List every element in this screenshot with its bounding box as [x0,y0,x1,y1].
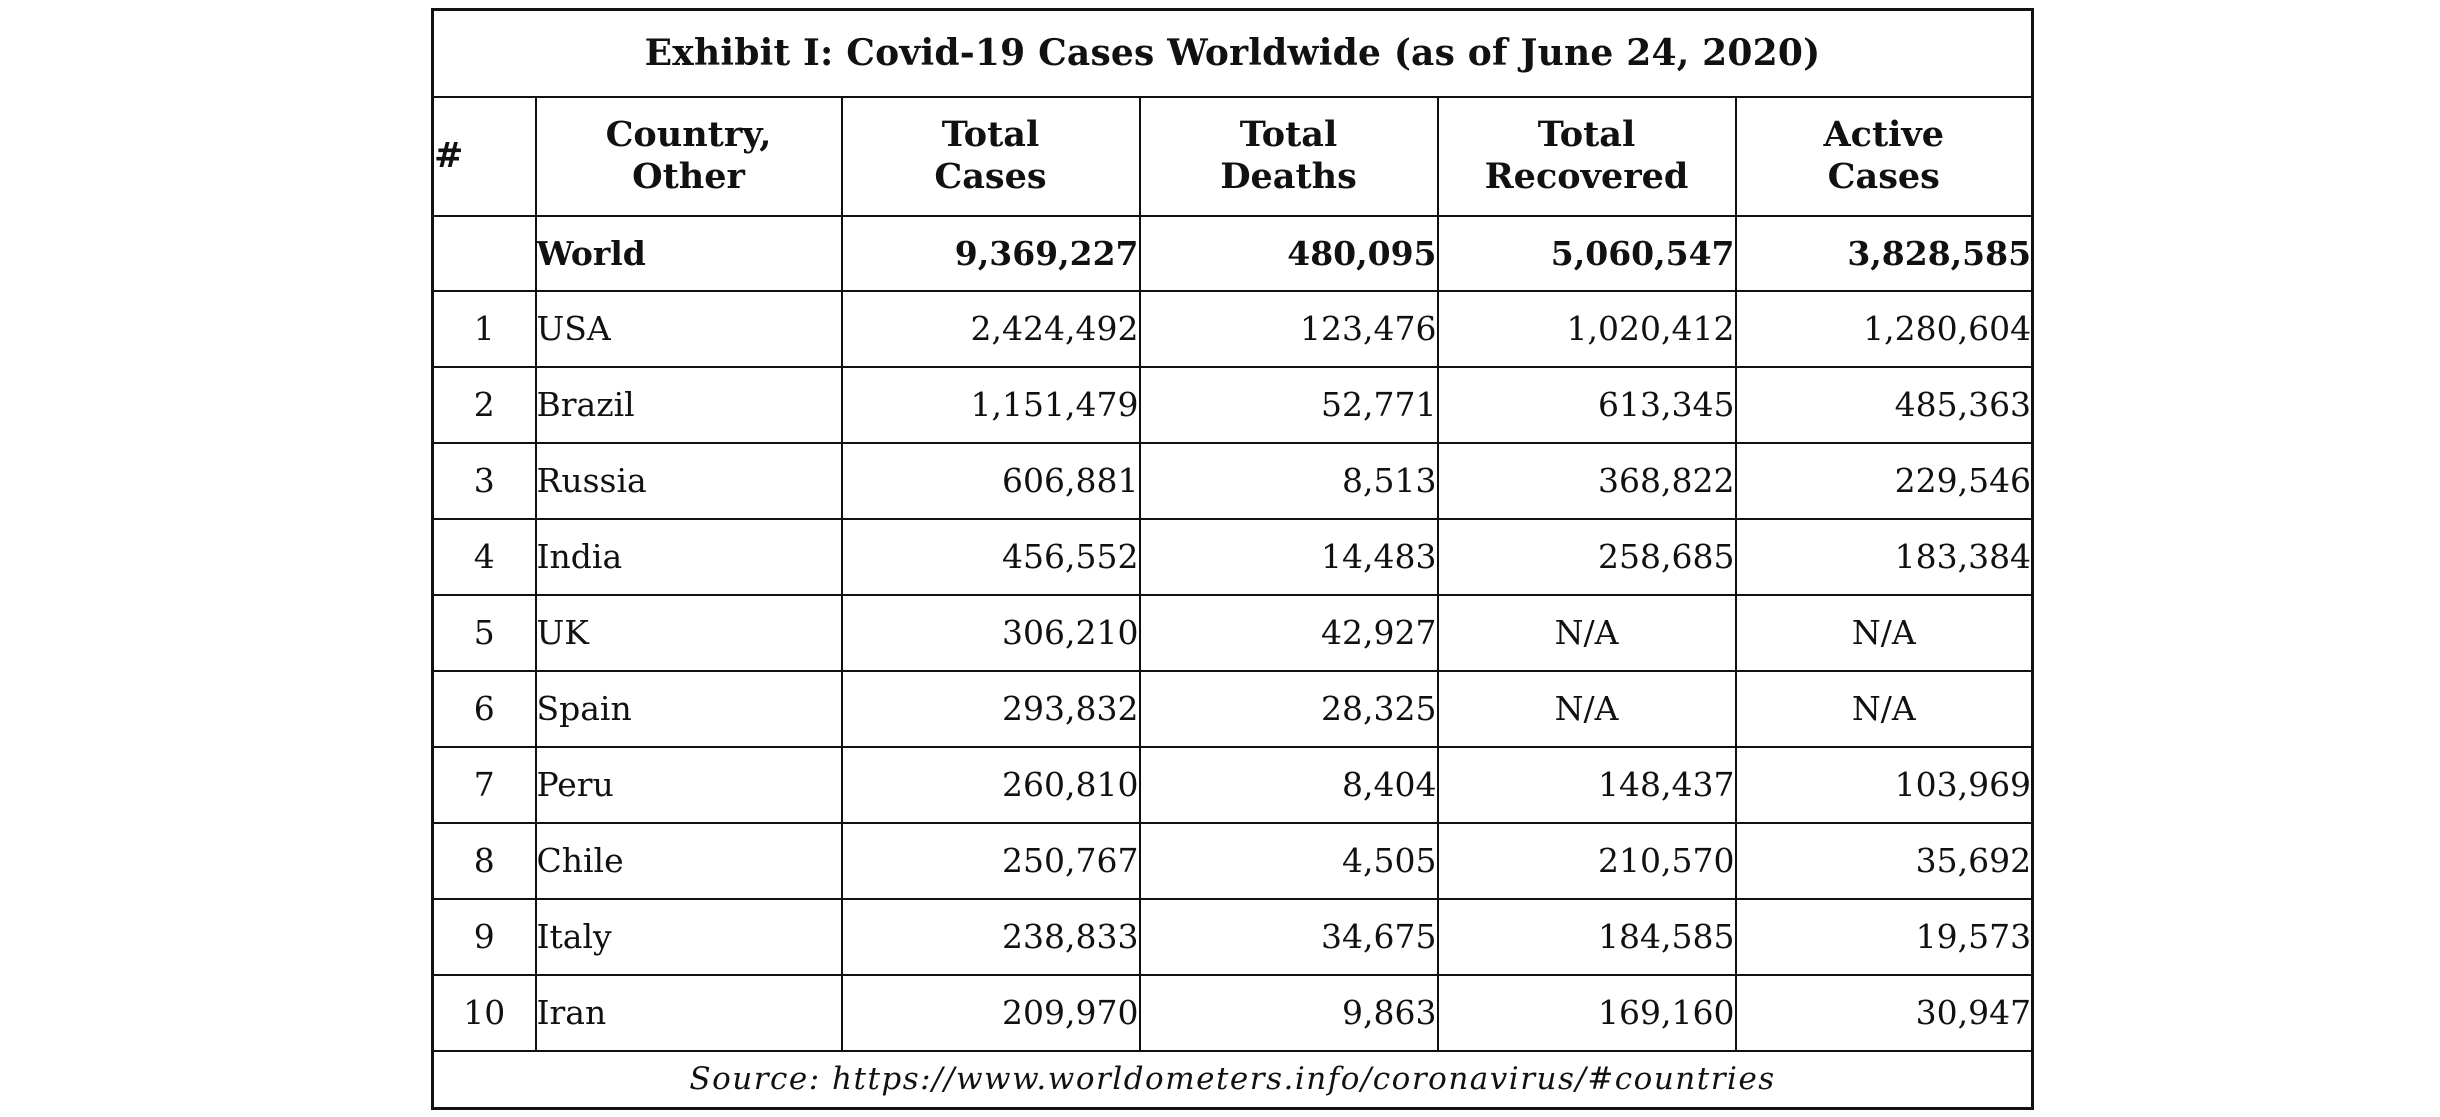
active-cases-cell: N/A [1736,671,2033,747]
total-deaths-cell: 28,325 [1140,671,1438,747]
header-total-recovered-line1: Total [1537,114,1636,155]
index-cell: 6 [433,671,536,747]
table-row [433,671,2033,747]
covid-cases-table [431,8,2034,1110]
table-row [433,747,2033,823]
total-cases-cell: 293,832 [842,671,1140,747]
header-total-recovered [1438,97,1736,216]
country-cell: Peru [536,747,842,823]
table-title: Exhibit I: Covid-19 Cases Worldwide (as of June 24, 2020) [433,10,2033,97]
header-index: # [433,97,536,216]
header-total-deaths-line2: Deaths [1220,156,1357,197]
source-row [433,1051,2033,1109]
country-cell: Spain [536,671,842,747]
country-cell: Chile [536,823,842,899]
total-recovered-cell: 210,570 [1438,823,1736,899]
total-deaths-cell: 8,513 [1140,443,1438,519]
index-cell: 7 [433,747,536,823]
total-deaths-cell: 42,927 [1140,595,1438,671]
index-cell: 10 [433,975,536,1051]
table-row [433,367,2033,443]
total-deaths-cell: 4,505 [1140,823,1438,899]
index-cell: 2 [433,367,536,443]
total-deaths-cell: 123,476 [1140,291,1438,367]
index-cell: 9 [433,899,536,975]
country-cell: Russia [536,443,842,519]
total-cases-cell: 209,970 [842,975,1140,1051]
total-deaths-cell: 9,863 [1140,975,1438,1051]
index-cell: 5 [433,595,536,671]
world-row [433,216,2033,291]
total-cases-cell: 2,424,492 [842,291,1140,367]
total-deaths-cell: 14,483 [1140,519,1438,595]
header-country [536,97,842,216]
header-active-cases-line1: Active [1823,114,1945,155]
table-row [433,519,2033,595]
total-cases-cell: 250,767 [842,823,1140,899]
total-cases-cell: 306,210 [842,595,1140,671]
total-recovered-cell: N/A [1438,671,1736,747]
world-total-cases-cell: 9,369,227 [842,216,1140,291]
header-country-line2: Other [632,156,745,197]
index-cell: 1 [433,291,536,367]
active-cases-cell: 30,947 [1736,975,2033,1051]
table-row [433,291,2033,367]
total-recovered-cell: 148,437 [1438,747,1736,823]
active-cases-cell: 35,692 [1736,823,2033,899]
active-cases-cell: 103,969 [1736,747,2033,823]
total-recovered-cell: 169,160 [1438,975,1736,1051]
total-cases-cell: 606,881 [842,443,1140,519]
total-recovered-cell: 368,822 [1438,443,1736,519]
header-row [433,97,2033,216]
total-deaths-cell: 8,404 [1140,747,1438,823]
header-total-cases [842,97,1140,216]
source-note: Source: https://www.worldometers.info/coronavirus/#countries [433,1051,2033,1109]
active-cases-cell: N/A [1736,595,2033,671]
total-recovered-cell: 258,685 [1438,519,1736,595]
header-total-cases-line1: Total [941,114,1040,155]
active-cases-cell: 485,363 [1736,367,2033,443]
table-row [433,823,2033,899]
world-country-cell: World [536,216,842,291]
header-active-cases-line2: Cases [1827,156,1940,197]
total-cases-cell: 1,151,479 [842,367,1140,443]
world-total-recovered-cell: 5,060,547 [1438,216,1736,291]
country-cell: UK [536,595,842,671]
index-cell: 8 [433,823,536,899]
total-recovered-cell: N/A [1438,595,1736,671]
header-total-deaths-line1: Total [1239,114,1338,155]
table-row [433,975,2033,1051]
total-recovered-cell: 184,585 [1438,899,1736,975]
country-cell: India [536,519,842,595]
total-deaths-cell: 52,771 [1140,367,1438,443]
country-cell: Italy [536,899,842,975]
country-cell: Brazil [536,367,842,443]
world-total-deaths-cell: 480,095 [1140,216,1438,291]
index-cell: 4 [433,519,536,595]
table-body [433,10,2033,1109]
total-deaths-cell: 34,675 [1140,899,1438,975]
total-cases-cell: 456,552 [842,519,1140,595]
total-recovered-cell: 1,020,412 [1438,291,1736,367]
active-cases-cell: 1,280,604 [1736,291,2033,367]
active-cases-cell: 229,546 [1736,443,2033,519]
world-index-cell [433,216,536,291]
header-total-cases-line2: Cases [934,156,1047,197]
total-cases-cell: 260,810 [842,747,1140,823]
active-cases-cell: 19,573 [1736,899,2033,975]
country-cell: USA [536,291,842,367]
header-active-cases [1736,97,2033,216]
index-cell: 3 [433,443,536,519]
active-cases-cell: 183,384 [1736,519,2033,595]
total-recovered-cell: 613,345 [1438,367,1736,443]
header-total-recovered-line2: Recovered [1484,156,1689,197]
header-total-deaths [1140,97,1438,216]
table-row [433,899,2033,975]
table-row [433,443,2033,519]
country-cell: Iran [536,975,842,1051]
header-country-line1: Country, [605,114,772,155]
title-row [433,10,2033,97]
total-cases-cell: 238,833 [842,899,1140,975]
world-active-cases-cell: 3,828,585 [1736,216,2033,291]
table-row [433,595,2033,671]
